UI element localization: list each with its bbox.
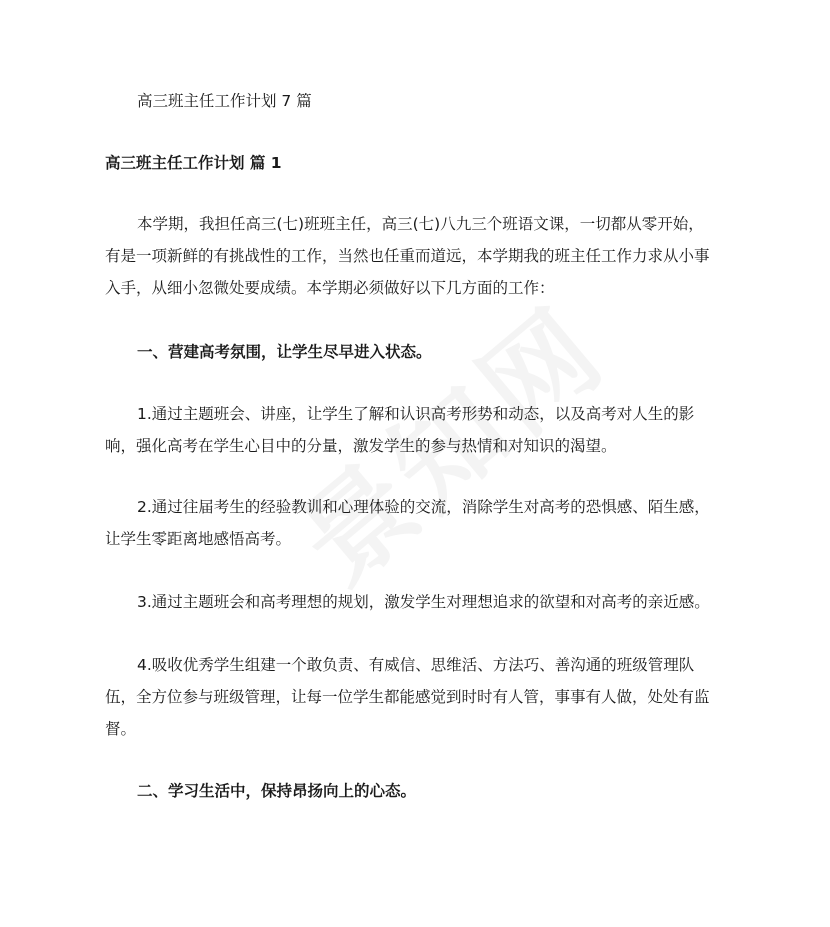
section-2-heading: 二、学习生活中，保持昂扬向上的心态。 [137, 782, 417, 800]
heading-1: 高三班主任工作计划 篇 1 [105, 154, 282, 172]
item-1-line-1: 1.通过主题班会、讲座，让学生了解和认识高考形势和动态，以及高考对人生的影 [137, 405, 695, 423]
document-title: 高三班主任工作计划 7 篇 [137, 92, 312, 110]
item-1-line-2: 响，强化高考在学生心目中的分量，激发学生的参与热情和对知识的渴望。 [105, 437, 617, 455]
intro-line-1: 本学期，我担任高三(七)班班主任，高三(七)八九三个班语文课，一切都从零开始， [137, 215, 704, 233]
section-1-heading: 一、营建高考氛围，让学生尽早进入状态。 [137, 343, 432, 361]
item-2-line-2: 让学生零距离地感悟高考。 [105, 530, 292, 548]
intro-line-2: 有是一项新鲜的有挑战性的工作，当然也任重而道远，本学期我的班主任工作力求从小事 [105, 247, 710, 265]
item-3-line-1: 3.通过主题班会和高考理想的规划，激发学生对理想追求的欲望和对高考的亲近感。 [137, 593, 710, 611]
item-4-line-1: 4.吸收优秀学生组建一个敢负责、有威信、思维活、方法巧、善沟通的班级管理队 [137, 656, 695, 674]
item-2-line-1: 2.通过往届考生的经验教训和心理体验的交流，消除学生对高考的恐惧感、陌生感， [137, 498, 710, 516]
item-4-line-3: 督。 [105, 720, 137, 738]
intro-line-3: 入手，从细小忽微处要成绩。本学期必须做好以下几方面的工作： [105, 279, 555, 297]
item-4-line-2: 伍，全方位参与班级管理，让每一位学生都能感觉到时时有人管，事事有人做，处处有监 [105, 688, 710, 706]
